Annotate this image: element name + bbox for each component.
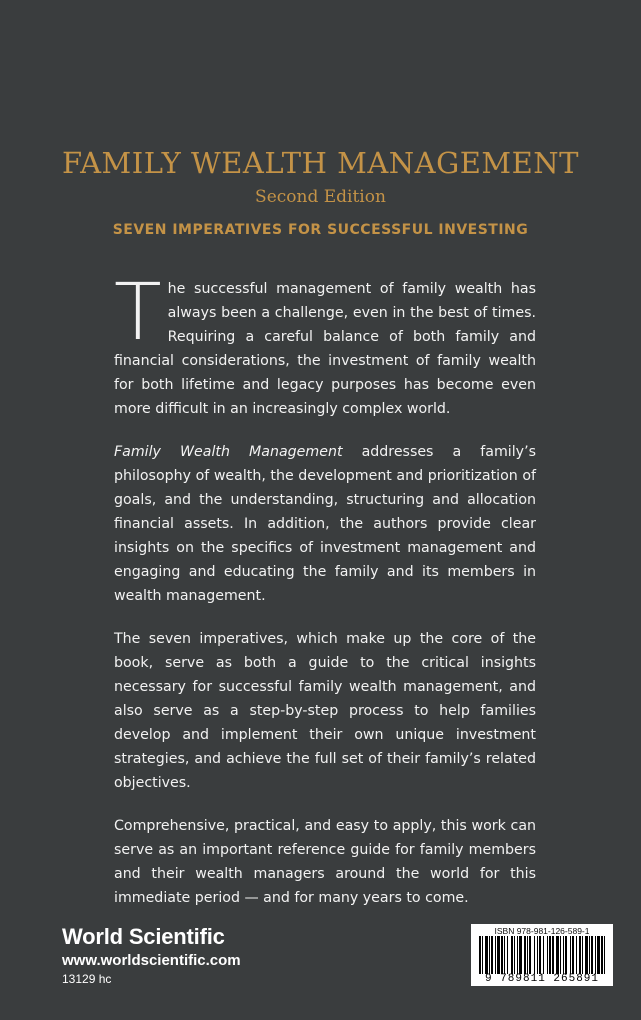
barcode-bar <box>517 936 518 974</box>
publisher-block <box>62 924 241 986</box>
barcode-bar <box>519 936 522 974</box>
barcode-bar <box>507 936 508 974</box>
description-text <box>114 268 536 929</box>
barcode-bar <box>582 936 583 974</box>
paragraph-imperatives: The seven imperatives, which make up the core of the book, serve as both a guide to the critical insights necessary for successful family wealth management, and also serve as a step-by-step process to help families develop and implement their own unique investment strategies, and achieve the full set of their family’s related objectives. <box>114 631 536 791</box>
barcode-bar <box>601 936 603 974</box>
paragraph-conclusion: Comprehensive, practical, and easy to apply, this work can serve as an important reference guide for family members and their wealth managers around the world for this immediate period — and for many years to come. <box>114 818 536 906</box>
barcode-bar <box>485 936 488 974</box>
book-subtitle: SEVEN IMPERATIVES FOR SUCCESSFUL INVESTING <box>112 222 529 238</box>
isbn-label: ISBN 978-981-126-589-1 <box>494 926 590 936</box>
publisher-name: World Scientific <box>62 924 225 949</box>
book-title: FAMILY WEALTH MANAGEMENT <box>62 146 579 180</box>
barcode-bar <box>597 936 600 974</box>
barcode-bar <box>495 936 496 974</box>
barcode-bar <box>604 936 605 974</box>
barcode-bar <box>585 936 588 974</box>
barcode-bar <box>556 936 559 974</box>
paragraph-intro <box>114 268 536 421</box>
publisher-code: 13129 hc <box>62 972 112 986</box>
barcode-bar <box>552 936 554 974</box>
barcode-bar <box>534 936 535 974</box>
barcode-bar <box>511 936 513 974</box>
book-title-italic: Family Wealth Management <box>114 444 343 460</box>
barcode-bar <box>514 936 515 974</box>
barcode-bar <box>547 936 548 974</box>
barcode-bar <box>570 936 571 974</box>
edition-label: Second Edition <box>255 187 386 207</box>
barcode-bar <box>565 936 567 974</box>
barcode-bar <box>539 936 541 974</box>
barcode-bar <box>527 936 528 974</box>
barcode-bar <box>491 936 493 974</box>
paragraph-intro-text: he successful management of family wealth has always been a challenge, even in the best of times. Requiring a careful balance of both family and financial considerations, the investment of family wealth for both lifetime and legacy purposes has become even more difficult in an increasingly complex world. <box>114 281 536 417</box>
barcode-digits: 9 789811 265891 <box>484 973 600 985</box>
barcode-bar <box>497 936 500 974</box>
barcode-bar <box>489 936 490 974</box>
barcode-bar <box>560 936 561 974</box>
barcode-bar <box>591 936 593 974</box>
publisher-url: www.worldscientific.com <box>62 952 241 969</box>
barcode-bar <box>572 936 574 974</box>
barcode-bar <box>579 936 581 974</box>
barcode-bar <box>504 936 505 974</box>
isbn-barcode <box>471 924 613 986</box>
barcode-bar <box>537 936 538 974</box>
drop-cap: T <box>114 268 162 358</box>
barcode-bars <box>475 936 609 974</box>
barcode-bar <box>595 936 596 974</box>
barcode-bar <box>529 936 531 974</box>
paragraph-overview-text: addresses a family’s philosophy of wealth, the development and prioritization of goals, and the understanding, structuring and allocation financial assets. In addition, the authors provide clear insights on the specifics of investment management and engaging and educating the family and its members in wealth management. <box>114 444 536 604</box>
barcode-bar <box>576 936 577 974</box>
barcode-bar <box>563 936 564 974</box>
barcode-bar <box>524 936 526 974</box>
barcode-bar <box>543 936 544 974</box>
barcode-bar <box>479 936 481 974</box>
paragraph-overview <box>114 440 536 608</box>
barcode-bar <box>482 936 483 974</box>
barcode-bar <box>589 936 590 974</box>
barcode-bar <box>501 936 503 974</box>
barcode-bar <box>549 936 551 974</box>
